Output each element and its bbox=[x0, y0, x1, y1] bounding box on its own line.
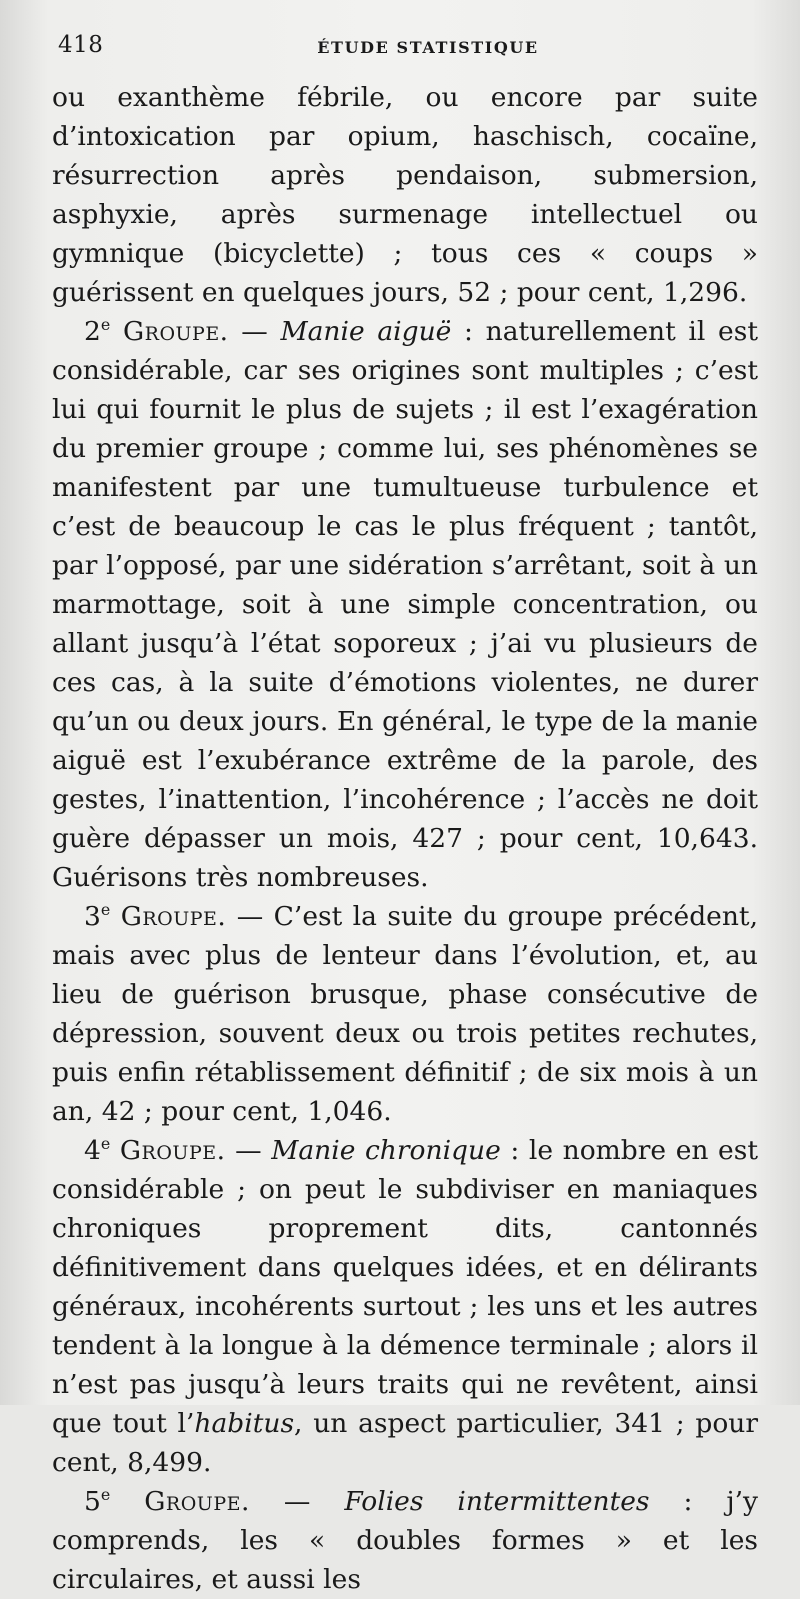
group-label: Groupe. bbox=[122, 316, 229, 347]
group-number: 4 bbox=[84, 1135, 101, 1166]
group-title: Manie aiguë bbox=[280, 316, 452, 347]
em-dash: — bbox=[225, 1135, 272, 1166]
ordinal-suffix: e bbox=[100, 315, 111, 335]
paragraph-group-3 bbox=[52, 897, 758, 1131]
paragraph-text: : le nombre en est considérable ; on peut le subdiviser en maniaques chroniques proprement dits, cantonnés définitivement dans quelques idées, et en délirants généraux, incohérents surtout ; les uns et les autres tendent à la longue à la démence terminale ; alors il n’est pas jusqu’à leurs traits qui ne revêtent, ainsi que tout l’ bbox=[52, 1135, 758, 1439]
paragraph-text: : naturellement il est considérable, car ses origines sont multiples ; c’est lui qui fournit le plus de sujets ; il est l’exagération du premier groupe ; comme lui, ses phénomènes se manifestent par une tumultueuse turbulence et c’est de beaucoup le cas le plus fréquent ; tantôt, par l’opposé, par une sidération s’arrêtant, soit à un marmottage, soit à une simple concentration, ou allant jusqu’à l’état soporeux ; j’ai vu plusieurs de ces cas, à la suite d’émotions violentes, ne durer qu’un ou deux jours. En général, le type de la manie aiguë est l’exubérance extrême de la parole, des gestes, l’inattention, l’incohérence ; l’accès ne doit guère dépasser un mois, 427 ; pour cent, 10,643. Guérisons très nombreuses. bbox=[52, 316, 758, 893]
page-number: 418 bbox=[58, 32, 104, 58]
group-label: Groupe. bbox=[120, 901, 227, 932]
paragraph-group-4 bbox=[52, 1131, 758, 1482]
paragraph-group-2 bbox=[52, 312, 758, 897]
group-number: 5 bbox=[84, 1486, 101, 1517]
group-number: 2 bbox=[84, 316, 101, 347]
paragraph-text: : j’y comprends, les « doubles formes » et les circulaires, et aussi les bbox=[52, 1486, 758, 1595]
paragraph-continuation bbox=[52, 78, 758, 312]
em-dash: — bbox=[249, 1486, 345, 1517]
body-text bbox=[52, 78, 758, 1599]
group-label: Groupe. bbox=[144, 1486, 250, 1517]
em-dash: — bbox=[228, 316, 281, 347]
habitus-term: habitus bbox=[194, 1408, 295, 1439]
ordinal-suffix: e bbox=[100, 1134, 111, 1154]
paragraph-text: ou exanthème fébrile, ou encore par suite d’intoxication par opium, haschisch, cocaïne, résurrection après pendaison, submersion, asphyxie, après surmenage intellectuel ou gymnique (bicyclette) ; tous ces « coups » guérissent en quelques jours, 52 ; pour cent, 1,296. bbox=[52, 82, 758, 308]
ordinal-suffix: e bbox=[100, 900, 111, 920]
group-label: Groupe. bbox=[119, 1135, 226, 1166]
group-title: Folies intermittentes bbox=[344, 1486, 650, 1517]
paragraph-text: C’est la suite du groupe précédent, mais avec plus de lenteur dans l’évolution, et, au lieu de guérison brusque, phase consécutive de dépression, souvent deux ou trois petites rechutes, puis enfin rétablissement définitif ; de six mois à un an, 42 ; pour cent, 1,046. bbox=[52, 901, 758, 1127]
paragraph-text: , un aspect particulier, 341 ; pour cent, 8,499. bbox=[52, 1408, 759, 1478]
running-head: ÉTUDE STATISTIQUE bbox=[317, 38, 539, 57]
em-dash: — bbox=[226, 901, 274, 932]
group-number: 3 bbox=[84, 901, 101, 932]
ordinal-suffix: e bbox=[100, 1485, 111, 1505]
group-title: Manie chronique bbox=[271, 1135, 501, 1166]
paragraph-group-5 bbox=[52, 1482, 758, 1599]
page-header bbox=[58, 32, 758, 66]
